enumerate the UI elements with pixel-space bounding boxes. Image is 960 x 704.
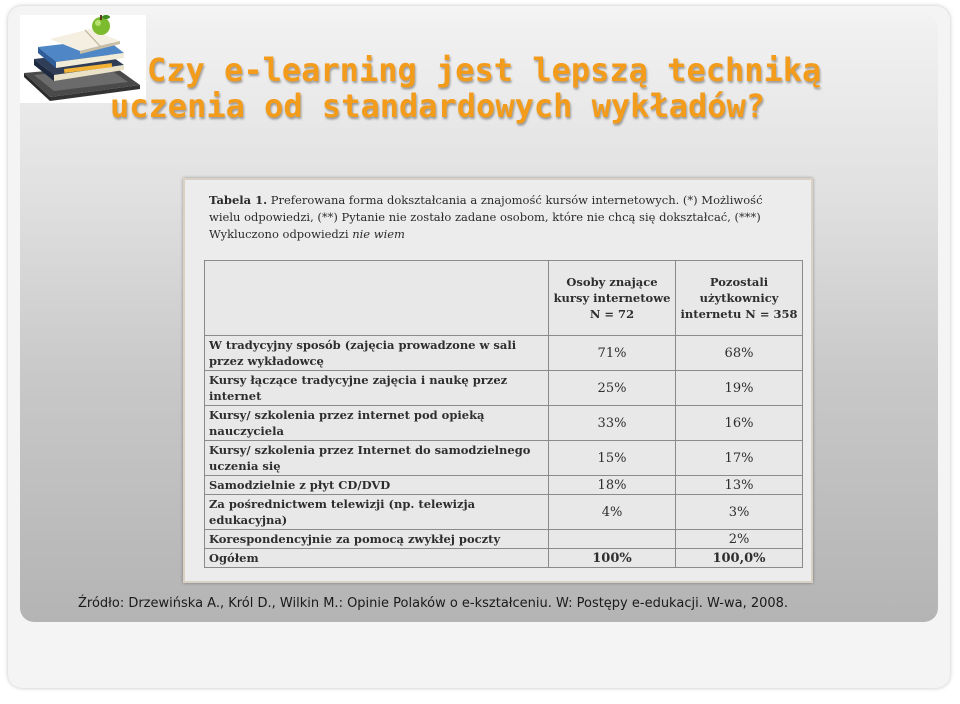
row-value-col1: 4% [549, 495, 676, 530]
row-value-col2: 17% [676, 441, 803, 476]
source-citation: Źródło: Drzewińska A., Król D., Wilkin M.: Opinie Polaków o e-kształceniu. W: Postępy e-edukacji. W-wa, 2008. [78, 596, 789, 611]
table-caption-label: Tabela 1. [209, 193, 268, 207]
row-value-col1 [549, 530, 676, 549]
header-col-1: Osoby znające kursy internetowe N = 72 [549, 261, 676, 336]
header-col-2: Pozostali użytkownicy internetu N = 358 [676, 261, 803, 336]
table-total-row [205, 549, 803, 568]
row-label: W tradycyjny sposób (zajęcia prowadzone w sali przez wykładowcę [205, 336, 549, 371]
row-value-col1: 100% [549, 549, 676, 568]
row-value-col2: 100,0% [676, 549, 803, 568]
table-row [205, 530, 803, 549]
row-value-col1: 33% [549, 406, 676, 441]
table-row [205, 406, 803, 441]
row-label: Samodzielnie z płyt CD/DVD [205, 476, 549, 495]
row-value-col2: 13% [676, 476, 803, 495]
row-value-col1: 15% [549, 441, 676, 476]
table-caption-italic: nie wiem [352, 227, 405, 241]
table-row [205, 371, 803, 406]
row-label: Ogółem [205, 549, 549, 568]
row-value-col2: 3% [676, 495, 803, 530]
table-row [205, 336, 803, 371]
table-row [205, 476, 803, 495]
row-label: Kursy/ szkolenia przez internet pod opieką nauczyciela [205, 406, 549, 441]
row-value-col2: 19% [676, 371, 803, 406]
row-value-col1: 25% [549, 371, 676, 406]
row-label: Korespondencyjnie za pomocą zwykłej poczty [205, 530, 549, 549]
row-value-col2: 68% [676, 336, 803, 371]
row-value-col1: 71% [549, 336, 676, 371]
slide-title [110, 52, 821, 124]
row-value-col1: 18% [549, 476, 676, 495]
table-caption [209, 192, 779, 243]
row-value-col2: 2% [676, 530, 803, 549]
table-row [205, 495, 803, 530]
title-line-2: uczenia od standardowych wykładów? [110, 87, 766, 125]
scanned-table-image [183, 178, 813, 583]
header-blank-cell [205, 261, 549, 336]
table-row [205, 441, 803, 476]
table-caption-text: Preferowana forma dokształcania a znajomość kursów internetowych. (*) Możliwość wielu odpowiedzi, (**) Pytanie nie zostało zadane osobom, które nie chcą się dokształcać, (***) Wykluczono odpowiedzi [209, 193, 763, 241]
row-label: Kursy/ szkolenia przez Internet do samodzielnego uczenia się [205, 441, 549, 476]
row-value-col2: 16% [676, 406, 803, 441]
survey-table [204, 260, 803, 568]
table-header-row [205, 261, 803, 336]
row-label: Za pośrednictwem telewizji (np. telewizja edukacyjna) [205, 495, 549, 530]
row-label: Kursy łączące tradycyjne zajęcia i naukę przez internet [205, 371, 549, 406]
title-line-1: Czy e-learning jest lepszą techniką [147, 51, 822, 89]
